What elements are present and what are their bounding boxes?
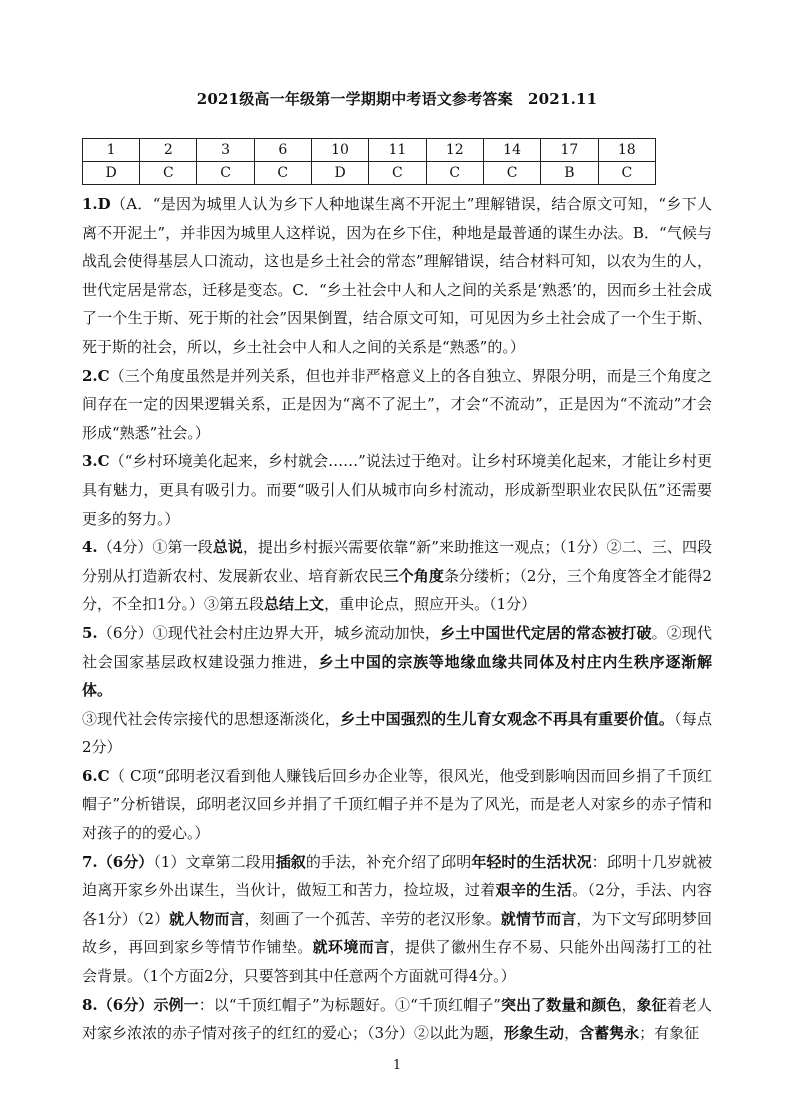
- answer-text: 。②现代社会国家基层政权建设强力推进，: [82, 623, 712, 671]
- question-number-cell: 12: [426, 139, 483, 162]
- answer-table-answer-row: [83, 162, 656, 185]
- question-label: 1.D: [82, 195, 111, 213]
- question-label: 3.C: [82, 452, 110, 471]
- key-point: 乡土中国世代定居的常态被打破: [440, 623, 652, 642]
- answer-q4: [82, 533, 712, 619]
- answer-text: 着老人对家乡浓浓的赤子情对孩子的红红的爱心；（3分）②以此为题，: [82, 995, 712, 1043]
- answer-q5: [82, 619, 712, 705]
- key-point: 就情节而言: [500, 909, 577, 928]
- answer-text: ，提供了徽州生存不易、只能外出闯荡打工的社会背景。（1个方面2分，只要答到其中任意两个方面就可得4分。）: [82, 938, 712, 986]
- question-number-cell: 6: [254, 139, 311, 162]
- answer-q7: [82, 848, 712, 991]
- question-number-cell: 2: [140, 139, 197, 162]
- key-point: 含蓄隽永: [579, 1024, 640, 1043]
- answer-cell: C: [197, 162, 254, 185]
- answer-text: （“乡村环境美化起来，乡村就会……”说法过于绝对。让乡村环境美化起来，才能让乡村更具有魅力，更具有吸引力。而要“吸引人们从城市向乡村流动，形成新型职业农民队伍”还需要更多的努力。）: [82, 452, 712, 528]
- key-point: 形象生动: [504, 1024, 565, 1043]
- key-point: 总说: [212, 538, 243, 557]
- answer-text: （ C项“邱明老汉看到他人赚钱后回乡办企业等，很风光，他受到影响因而回乡捐了千顶红帽子”分析错误，邱明老汉回乡并捐了千顶红帽子并不是为了风光，而是老人对家乡的赤子情和对孩子的的爱心。）: [82, 766, 712, 843]
- answer-text: （4分）①第一段: [97, 538, 213, 557]
- answer-cell: C: [426, 162, 483, 185]
- answer-cell: C: [483, 162, 540, 185]
- answer-cell: C: [598, 162, 655, 185]
- key-point: 就环境而言: [312, 938, 390, 957]
- question-label: 6.C: [82, 766, 110, 785]
- answer-cell: D: [83, 162, 140, 185]
- question-label: 2.C: [82, 366, 110, 385]
- answer-q6: [82, 762, 712, 848]
- question-number-cell: 14: [483, 139, 540, 162]
- key-point: 象征: [636, 995, 667, 1014]
- answer-explanations: [82, 190, 712, 1048]
- key-point: 突出了数量和颜色: [500, 995, 622, 1014]
- answer-text: 的手法，补充介绍了邱明: [305, 852, 472, 871]
- answer-cell: C: [140, 162, 197, 185]
- answer-q8: [82, 991, 712, 1048]
- answer-cell: C: [254, 162, 311, 185]
- answer-cell: D: [311, 162, 368, 185]
- answer-text: ，提出乡村振兴需要依靠“新”来助推这一观点；（1分）②二、三、四段分别从打造新农村、发展新农业、培育新农民: [82, 538, 712, 585]
- answer-cell: C: [369, 162, 426, 185]
- question-number-cell: 1: [83, 139, 140, 162]
- question-number-cell: 10: [311, 139, 368, 162]
- answer-text: 条分缕析；（2分，三个角度答全才能得2分，不全扣1分。）③第五段: [82, 566, 712, 614]
- key-point: 乡土中国的宗族等地缘血缘共同体及村庄内生秩序逐渐解体。: [82, 652, 712, 700]
- answer-text: ：邱明十几岁就被迫离开家乡外出谋生，当伙计，做短工和苦力，捡垃圾，过着: [82, 852, 712, 900]
- answer-cell: B: [541, 162, 598, 185]
- answer-text: （A．“是因为城里人认为乡下人种地谋生离不开泥土”理解错误，结合原文可知，“乡下人离不开泥土”，并非因为城里人这样说，因为在乡下住，种地是最普通的谋生办法。B．“气候与战乱会使得基层人口流动，这也是乡土社会的常态”理解错误，结合材料可知，以农为生的人，世代定居是常态，迁移是变态。C．“乡土社会中人和人之间的关系是‘熟悉’的，因而乡土社会成了一个生于斯、死于斯的社会”因果倒置，结合原文可知，可见因为乡土社会成了一个生于斯、死于斯的社会，所以，乡土社会中人和人之间的关系是“熟悉”的。）: [82, 195, 712, 356]
- answer-text: 。（2分，手法、内容各1分）（2）: [82, 881, 712, 928]
- key-point: 乡土中国强烈的生儿育女观念不再具有重要价值。: [340, 709, 675, 728]
- answer-q2: [82, 362, 712, 448]
- answer-text: ，刻画了一个孤苦、辛劳的老汉形象。: [244, 909, 501, 928]
- question-number-cell: 18: [598, 139, 655, 162]
- answer-table: [82, 138, 656, 185]
- key-point: 插叙: [275, 852, 306, 871]
- page-number: 1: [392, 1058, 402, 1073]
- page-title: 2021级高一年级第一学期期中考语文参考答案 2021.11: [196, 90, 598, 108]
- answer-text: ，重申论点，照应开头。（1分）: [324, 595, 537, 614]
- answer-text: ，为下文写邱明梦回故乡，再回到家乡等情节作铺垫。: [82, 909, 712, 957]
- answer-text: ，: [564, 1024, 580, 1043]
- answer-text: （6分）①现代社会村庄边界大开，城乡流动加快，: [97, 623, 440, 642]
- answer-q3: [82, 447, 712, 533]
- question-number-cell: 3: [197, 139, 254, 162]
- answer-text: （1）文章第二段用: [153, 852, 276, 871]
- answer-text: （三个角度虽然是并列关系，但也并非严格意义上的各自独立、界限分明，而是三个角度之间存在一定的因果逻辑关系，正是因为“离不了泥土”，才会“不流动”，正是因为“不流动”才会形成“熟悉”社会。）: [82, 366, 712, 442]
- answer-text: ，: [621, 995, 637, 1014]
- key-point: 就人物而言: [169, 909, 245, 928]
- key-point: 示例一: [153, 995, 199, 1014]
- answer-q1: [82, 190, 712, 362]
- answer-q5-continued: [82, 705, 712, 762]
- answer-text: ：以“千顶红帽子”为标题好。①“千顶红帽子”: [198, 995, 501, 1014]
- key-point: 年轻时的生活状况: [471, 852, 592, 871]
- answer-text: ③现代社会传宗接代的思想逐渐淡化，: [82, 709, 341, 728]
- answer-text: （每点2分）: [82, 709, 712, 757]
- key-point: 三个角度: [383, 566, 444, 585]
- key-point: 艰辛的生活: [495, 881, 573, 900]
- question-number-cell: 11: [369, 139, 426, 162]
- answer-text: ；有象征: [639, 1024, 700, 1043]
- question-label: 8.（6分）: [82, 995, 154, 1014]
- key-point: 总结上文: [264, 595, 325, 614]
- answer-table-number-row: [83, 139, 656, 162]
- question-label: 5.: [82, 623, 98, 642]
- question-label: 7.（6分）: [82, 852, 154, 871]
- question-number-cell: 17: [541, 139, 598, 162]
- question-label: 4.: [82, 538, 98, 557]
